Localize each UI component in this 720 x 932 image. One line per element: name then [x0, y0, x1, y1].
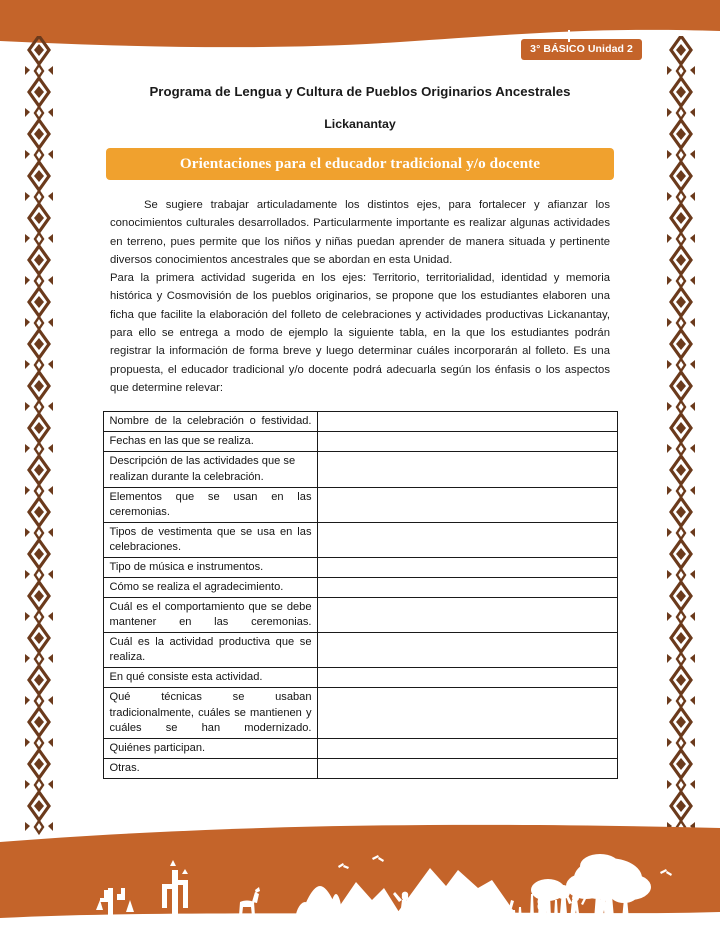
table-row: [103, 577, 617, 597]
section-banner-label: Orientaciones para el educador tradicional y/o docente: [179, 155, 541, 172]
table-row: [103, 758, 617, 778]
table-row-label: Elementos que se usan en las ceremonias.: [103, 487, 317, 522]
table-row-answer-cell[interactable]: [317, 412, 617, 432]
table-row-answer-cell[interactable]: [317, 668, 617, 688]
table-row-answer-cell[interactable]: [317, 577, 617, 597]
table-row-answer-cell[interactable]: [317, 522, 617, 557]
table-row: [103, 633, 617, 668]
table-row-answer-cell[interactable]: [317, 633, 617, 668]
table-row: [103, 738, 617, 758]
program-title: Programa de Lengua y Cultura de Pueblos Originarios Ancestrales: [149, 84, 571, 99]
table-row-label: Qué técnicas se usaban tradicionalmente, cuáles se mantienen y cuáles se han modernizado.: [103, 688, 317, 738]
mountain-silhouette: [0, 814, 720, 932]
table-row: [103, 487, 617, 522]
section-banner: [106, 148, 614, 180]
table-row-label: Cuál es el comportamiento que se debe mantener en las ceremonias.: [103, 598, 317, 633]
table-row-label: En qué consiste esta actividad.: [103, 668, 317, 688]
table-row-label: Tipos de vestimenta que se usa en las celebraciones.: [103, 522, 317, 557]
table-row: [103, 412, 617, 432]
table-row-answer-cell[interactable]: [317, 557, 617, 577]
grade-unit-badge: 3° BÁSICO Unidad 2: [521, 39, 642, 60]
table-row-label: Quiénes participan.: [103, 738, 317, 758]
table-row: [103, 668, 617, 688]
table-row-label: Nombre de la celebración o festividad.: [103, 412, 317, 432]
table-row-answer-cell[interactable]: [317, 738, 617, 758]
table-row-answer-cell[interactable]: [317, 452, 617, 487]
ficha-table: [103, 411, 618, 779]
language-subtitle: Lickanantay: [324, 117, 396, 131]
body-text-block: [110, 196, 610, 397]
table-row-answer-cell[interactable]: [317, 487, 617, 522]
table-row-answer-cell[interactable]: [317, 688, 617, 738]
paragraph-2: Para la primera actividad sugerida en los ejes: Territorio, territorialidad, identidad y memoria histórica y Cosmovisión de los pueblos originarios, se propone que los estudiantes elaboren una ficha que facilite la elaboración del folleto de celebraciones y actividades productivas Lickanantay, para ello se entrega a modo de ejemplo la siguiente tabla, en la que los estudiantes podrán registrar la información de forma breve y luego determinar cuáles incorporarán al folleto. Es una propuesta, el educador tradicional y/o docente podrá adecuarla según los énfasis o los aspectos que determine relevar:: [110, 272, 610, 394]
table-row-label: Fechas en las que se realiza.: [103, 432, 317, 452]
table-row-label: Otras.: [103, 758, 317, 778]
table-row-label: Descripción de las actividades que se realizan durante la celebración.: [103, 452, 317, 487]
table-row-answer-cell[interactable]: [317, 758, 617, 778]
table-row: [103, 557, 617, 577]
paragraph-1: Se sugiere trabajar articuladamente los distintos ejes, para fortalecer y afianzar los conocimientos culturales desarrollados. Particularmente importante es realizar algunas actividades en terreno, pues permite que los niños y niñas puedan aprender de manera situada y pertinente diversos conocimientos ancestrales que se abordan en esta Unidad.: [110, 199, 610, 266]
table-row: [103, 432, 617, 452]
table-row: [103, 522, 617, 557]
table-row: [103, 452, 617, 487]
table-row-answer-cell[interactable]: [317, 598, 617, 633]
ficha-table-body: [103, 412, 617, 779]
table-row: [103, 688, 617, 738]
table-row-label: Cuál es la actividad productiva que se realiza.: [103, 633, 317, 668]
table-row-answer-cell[interactable]: [317, 432, 617, 452]
table-row-label: Cómo se realiza el agradecimiento.: [103, 577, 317, 597]
table-row: [103, 598, 617, 633]
table-row-label: Tipo de música e instrumentos.: [103, 557, 317, 577]
